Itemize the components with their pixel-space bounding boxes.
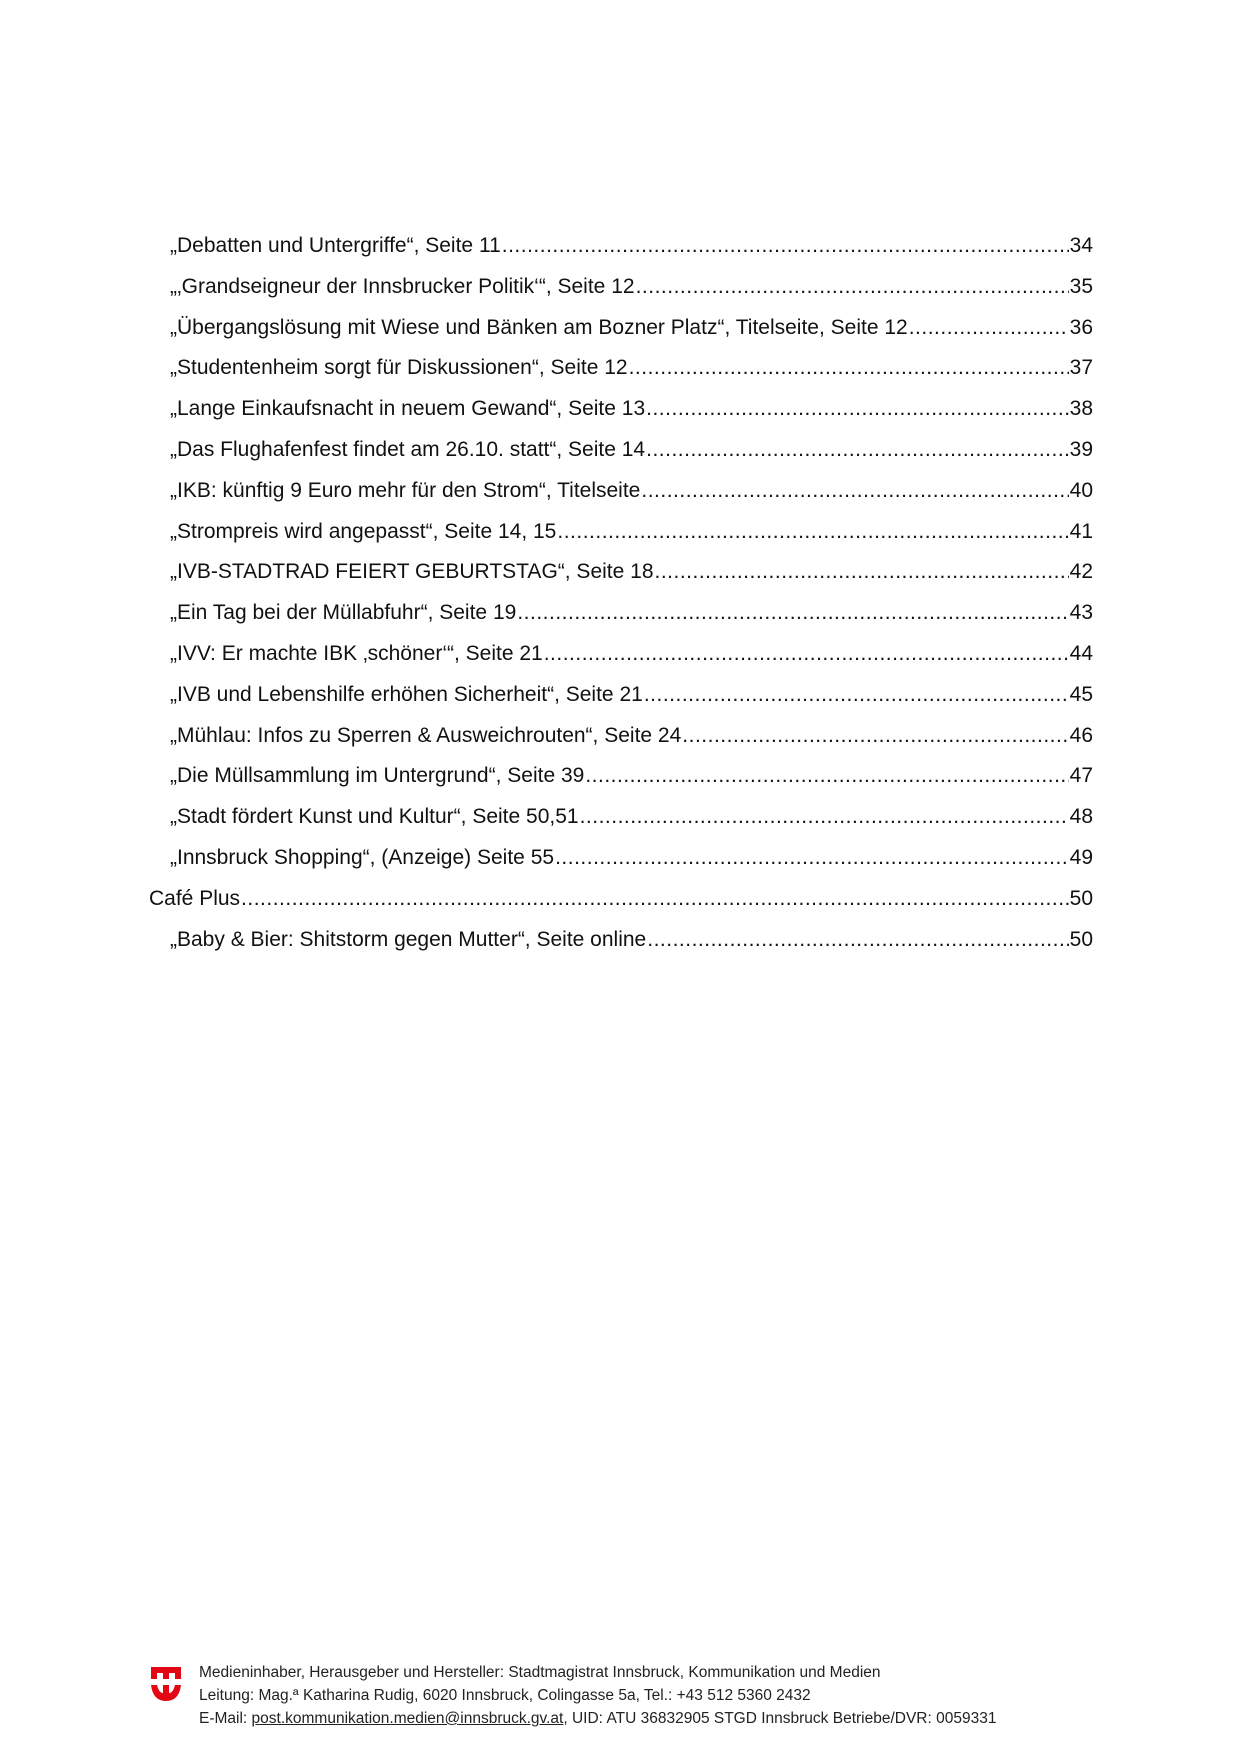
toc-entry-page: 39 — [1069, 437, 1093, 461]
toc-leader-dots — [636, 275, 1069, 299]
toc-leader-dots — [557, 520, 1068, 544]
toc-entry-page: 42 — [1069, 560, 1093, 584]
table-of-contents — [149, 234, 1093, 968]
toc-entry-page: 48 — [1069, 805, 1093, 829]
toc-leader-dots — [580, 805, 1069, 829]
toc-entry-page: 34 — [1069, 234, 1093, 257]
toc-entry-title: „Die Müllsammlung im Untergrund“, Seite 39 — [170, 764, 585, 788]
toc-entry[interactable] — [149, 479, 1093, 520]
toc-leader-dots — [644, 683, 1069, 707]
toc-entry-title: „Stadt fördert Kunst und Kultur“, Seite 50,51 — [170, 805, 579, 829]
toc-leader-dots — [585, 764, 1068, 788]
toc-entry[interactable] — [149, 520, 1093, 561]
toc-entry[interactable] — [149, 438, 1093, 479]
toc-entry-page: 37 — [1069, 356, 1093, 380]
toc-leader-dots — [909, 316, 1069, 340]
toc-entry[interactable] — [149, 560, 1093, 601]
toc-leader-dots — [647, 928, 1068, 952]
toc-entry[interactable] — [149, 764, 1093, 805]
toc-entry-title: „Lange Einkaufsnacht in neuem Gewand“, Seite 13 — [170, 397, 646, 421]
toc-entry-title: „Studentenheim sorgt für Diskussionen“, Seite 12 — [170, 356, 628, 380]
toc-leader-dots — [682, 724, 1068, 748]
footer-contact: Leitung: Mag.ª Katharina Rudig, 6020 Innsbruck, Colingasse 5a, Tel.: +43 512 5360 2432 — [199, 1687, 811, 1704]
toc-leader-dots — [241, 887, 1069, 911]
toc-leader-dots — [629, 356, 1069, 380]
toc-leader-dots — [646, 397, 1069, 421]
footer-registration: , UID: ATU 36832905 STGD Innsbruck Betriebe/DVR: 0059331 — [563, 1710, 997, 1727]
toc-entry-title: „IKB: künftig 9 Euro mehr für den Strom“, Titelseite — [170, 478, 641, 502]
toc-entry-title: „Ein Tag bei der Müllabfuhr“, Seite 19 — [170, 601, 517, 625]
toc-entry-title: „Strompreis wird angepasst“, Seite 14, 15 — [170, 519, 557, 543]
toc-entry-page: 45 — [1069, 682, 1093, 706]
toc-entry[interactable] — [149, 642, 1093, 683]
innsbruck-logo-icon — [151, 1663, 181, 1703]
footer-email-label: E-Mail: — [199, 1710, 252, 1727]
toc-entry-title: „Baby & Bier: Shitstorm gegen Mutter“, Seite online — [170, 927, 647, 951]
toc-entry-page: 40 — [1069, 478, 1093, 502]
toc-entry-page: 36 — [1069, 315, 1093, 339]
toc-entry[interactable] — [149, 887, 1093, 928]
toc-entry-page: 38 — [1069, 397, 1093, 421]
toc-leader-dots — [544, 642, 1069, 666]
footer-email-link[interactable]: post.kommunikation.medien@innsbruck.gv.at — [251, 1710, 564, 1727]
toc-leader-dots — [502, 234, 1069, 258]
toc-entry[interactable] — [149, 846, 1093, 887]
toc-entry-page: 44 — [1069, 641, 1093, 665]
toc-entry-page: 50 — [1069, 927, 1093, 951]
toc-entry[interactable] — [149, 275, 1093, 316]
toc-entry-title: Café Plus — [149, 886, 241, 910]
toc-entry[interactable] — [149, 316, 1093, 357]
toc-entry[interactable] — [149, 928, 1093, 969]
toc-leader-dots — [641, 479, 1068, 503]
toc-entry-title: „IVB und Lebenshilfe erhöhen Sicherheit“, Seite 21 — [170, 682, 643, 706]
toc-entry-title: „Innsbruck Shopping“, (Anzeige) Seite 55 — [170, 845, 555, 869]
toc-leader-dots — [655, 560, 1069, 584]
toc-leader-dots — [517, 601, 1068, 625]
toc-entry[interactable] — [149, 356, 1093, 397]
toc-leader-dots — [555, 846, 1069, 870]
toc-entry[interactable] — [149, 234, 1093, 275]
toc-entry-page: 35 — [1069, 274, 1093, 298]
toc-entry-title: „IVV: Er machte IBK ‚schöner‘“, Seite 21 — [170, 641, 543, 665]
toc-entry-title: „IVB-STADTRAD FEIERT GEBURTSTAG“, Seite 18 — [170, 560, 654, 584]
toc-entry-page: 49 — [1069, 845, 1093, 869]
footer — [151, 1661, 996, 1730]
toc-entry[interactable] — [149, 397, 1093, 438]
toc-entry-page: 43 — [1069, 601, 1093, 625]
toc-entry-title: „Übergangslösung mit Wiese und Bänken am Bozner Platz“, Titelseite, Seite 12 — [170, 315, 908, 339]
toc-entry-title: „Mühlau: Infos zu Sperren & Ausweichrouten“, Seite 24 — [170, 723, 682, 747]
footer-publisher: Medieninhaber, Herausgeber und Hersteller: Stadtmagistrat Innsbruck, Kommunikation und Medien — [199, 1664, 881, 1681]
toc-entry[interactable] — [149, 724, 1093, 765]
toc-entry-page: 41 — [1069, 519, 1093, 543]
toc-entry-page: 46 — [1069, 723, 1093, 747]
toc-entry-page: 50 — [1069, 886, 1093, 910]
toc-entry-title: „Das Flughafenfest findet am 26.10. statt“, Seite 14 — [170, 437, 646, 461]
toc-entry[interactable] — [149, 805, 1093, 846]
toc-entry-title: „Debatten und Untergriffe“, Seite 11 — [170, 234, 501, 257]
toc-entry-page: 47 — [1069, 764, 1093, 788]
toc-entry[interactable] — [149, 683, 1093, 724]
toc-leader-dots — [646, 438, 1069, 462]
toc-entry-title: „‚Grandseigneur der Innsbrucker Politik‘“, Seite 12 — [170, 274, 635, 298]
toc-entry[interactable] — [149, 601, 1093, 642]
